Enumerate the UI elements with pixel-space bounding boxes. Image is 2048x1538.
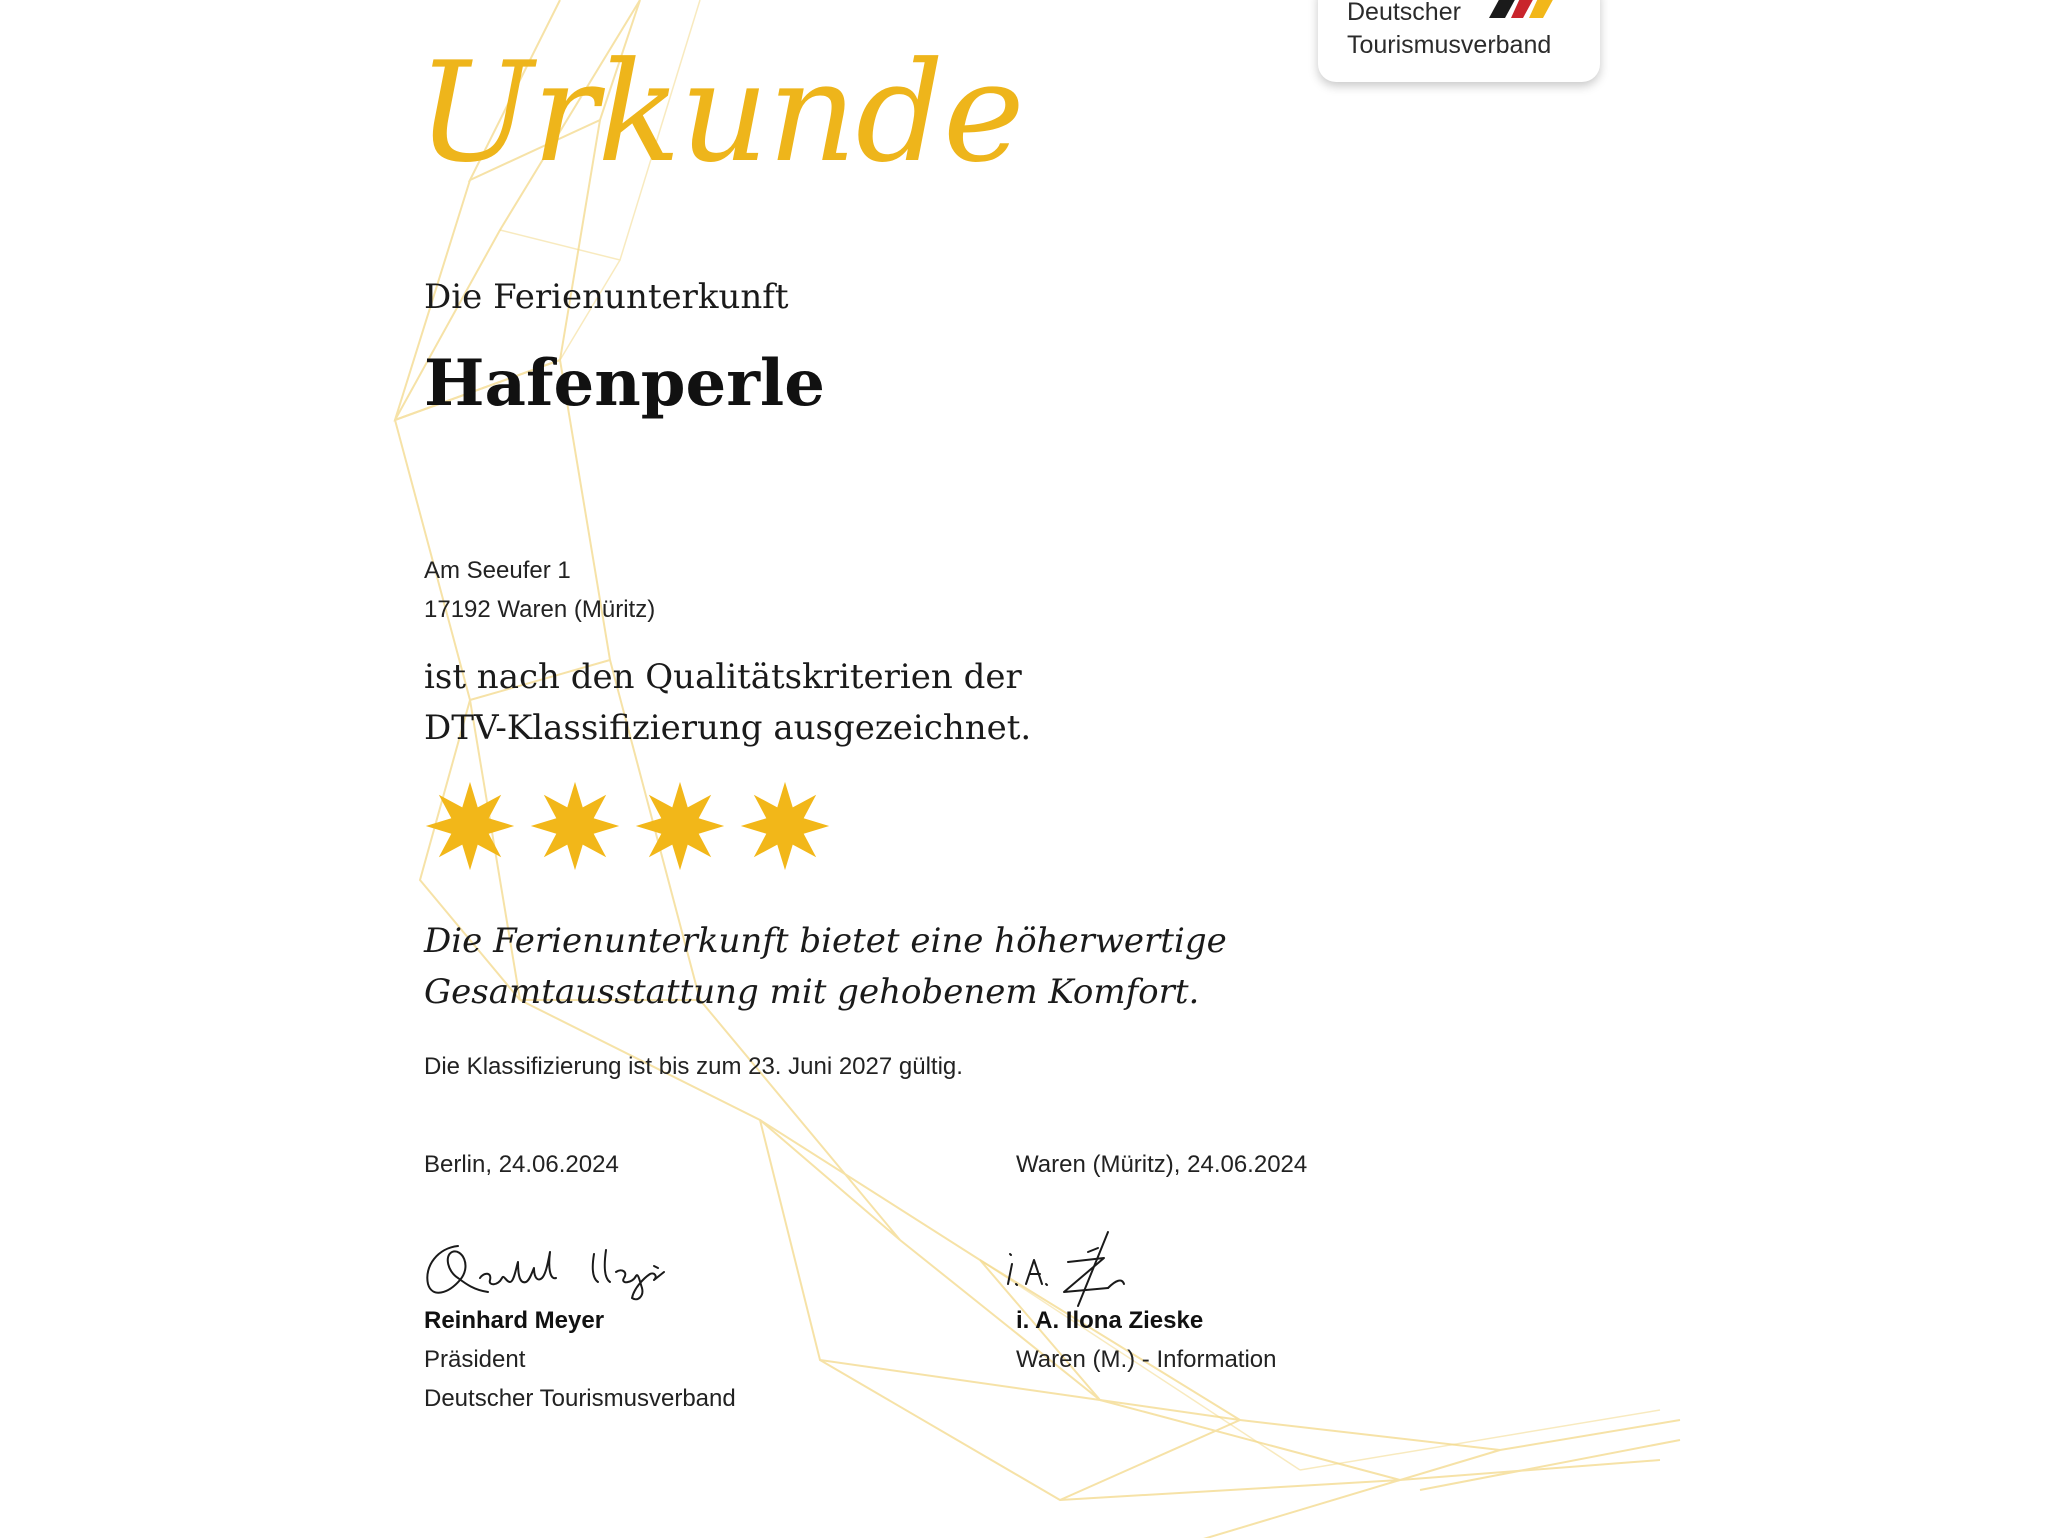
left-signer-name: Reinhard Meyer — [424, 1307, 605, 1334]
signature-reinhard-meyer — [418, 1232, 698, 1308]
star-icon — [424, 780, 516, 872]
left-signer-role: Präsident — [424, 1346, 526, 1373]
dtv-logo — [1318, 0, 1600, 82]
certificate-title: Urkunde — [417, 32, 1024, 193]
right-signer-organization: Waren (M.) - Information — [1016, 1346, 1277, 1373]
star-rating — [424, 780, 831, 880]
star-icon — [529, 780, 621, 872]
logo-line-1: Deutscher — [1347, 0, 1461, 26]
star-icon — [739, 780, 831, 872]
left-signer-organization: Deutscher Tourismusverband — [424, 1385, 736, 1412]
right-signer-name: i. A. Ilona Zieske — [1016, 1307, 1204, 1334]
right-place-date: Waren (Müritz), 24.06.2024 — [1016, 1151, 1308, 1178]
statement-line-2: DTV-Klassifizierung ausgezeichnet. — [424, 708, 1032, 748]
star-icon — [634, 780, 726, 872]
logo-line-2: Tourismusverband — [1347, 31, 1552, 59]
property-name: Hafenperle — [424, 346, 825, 421]
validity-note: Die Klassifizierung ist bis zum 23. Juni 2027 gültig. — [424, 1053, 963, 1080]
statement-line-1: ist nach den Qualitätskriterien der — [424, 657, 1022, 697]
left-place-date: Berlin, 24.06.2024 — [424, 1151, 619, 1178]
address-street: Am Seeufer 1 — [424, 557, 571, 584]
description-line-2: Gesamtausstattung mit gehobenem Komfort. — [424, 972, 1200, 1012]
address-city: 17192 Waren (Müritz) — [424, 596, 656, 623]
description-line-1: Die Ferienunterkunft bietet eine höherwertige — [424, 921, 1227, 961]
dtv-logo-text — [1347, 0, 1551, 62]
property-type-label: Die Ferienunterkunft — [424, 277, 789, 317]
